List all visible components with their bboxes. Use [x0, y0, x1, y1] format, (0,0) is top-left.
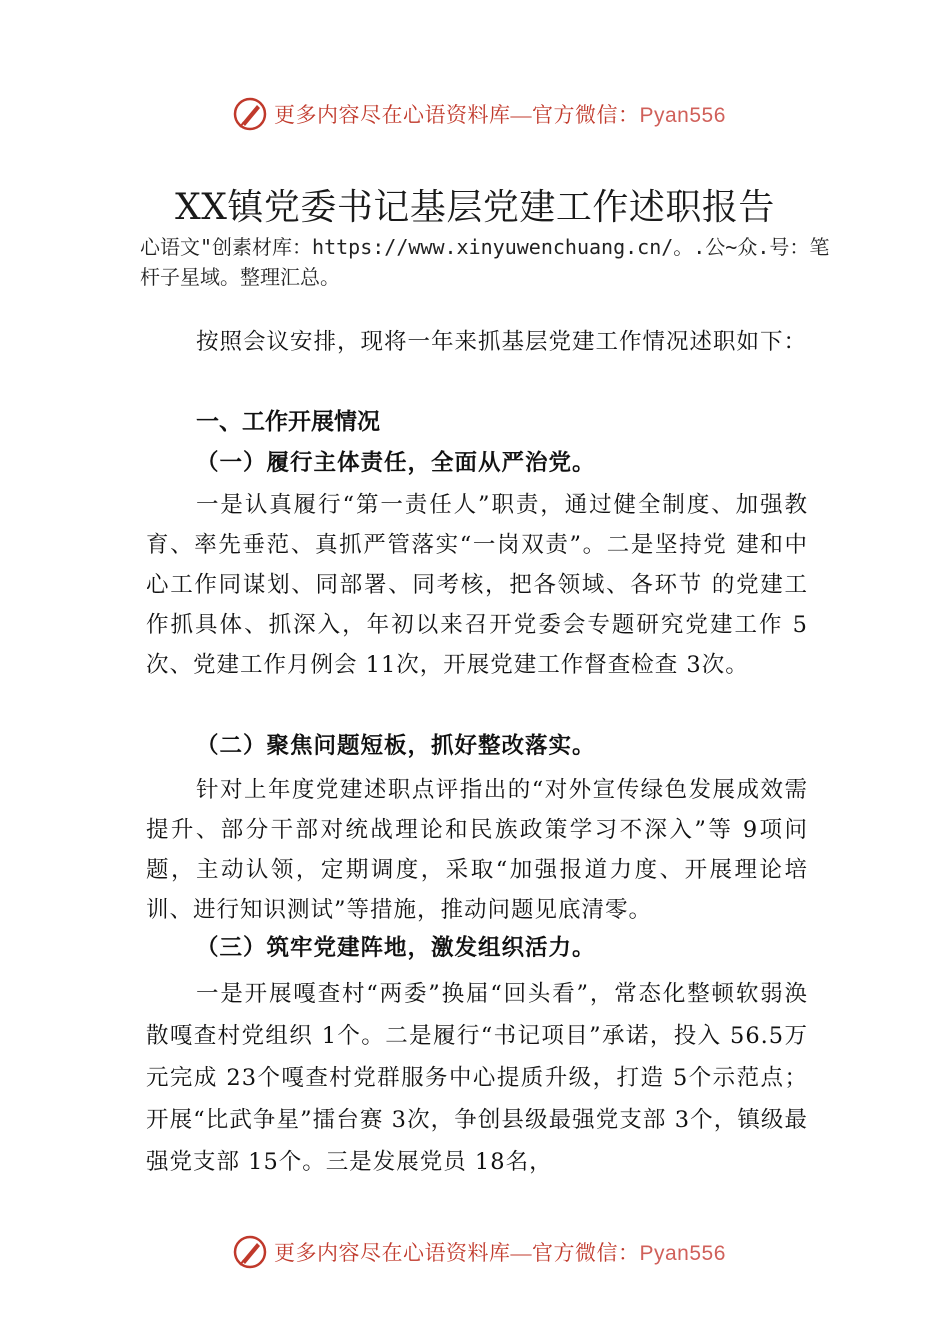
intro-paragraph: 按照会议安排，现将一年来抓基层党建工作情况述职如下： — [196, 329, 808, 355]
watermark-slogan: 更多内容尽在心语资料库 — [274, 103, 511, 127]
watermark-footer — [0, 1232, 950, 1272]
quill-pen-logo-icon — [232, 1234, 268, 1270]
watermark-label: 官方微信： — [532, 103, 640, 127]
watermark-wechat-id: Pyan556 — [639, 104, 726, 127]
watermark-slogan: 更多内容尽在心语资料库 — [274, 1241, 511, 1265]
source-note: 心语文"创素材库：https://www.xinyuwenchuang.cn/。.公~众.号：笔杆子星域。整理汇总。 — [140, 235, 830, 289]
document-title: XX镇党委书记基层党建工作述职报告 — [175, 187, 775, 228]
subsection-heading-1: （一）履行主体责任，全面从严治党。 — [196, 450, 596, 476]
watermark-separator: — — [510, 1241, 532, 1265]
subsection-body-1: 一是认真履行“第一责任人”职责，通过健全制度、加强教育、率先垂范、真抓严管落实“一岗双责”。二是坚持党 建和中心工作同谋划、同部署、同考核，把各领域、各环节 的党建工作抓具体、抓深入，年初以来召开党委会专题研究党建工作 5次、党建工作月例会 11次，开展党建工作督查检查 3次。 — [146, 492, 808, 678]
watermark-separator: — — [510, 103, 532, 127]
watermark-wechat-id: Pyan556 — [639, 1242, 726, 1265]
section-heading: 一、工作开展情况 — [196, 409, 380, 435]
subsection-body-3: 一是开展嘎查村“两委”换届“回头看”，常态化整顿软弱涣散嘎查村党组织 1个。二是履行“书记项目”承诺，投入 56.5万元完成 23个嘎查村党群服务中心提质升级，打造 5个示范点；开展“比武争星”擂台赛 3次，争创县级最强党支部 3个，镇级最强党支部 15个。三是发展党员 18名， — [146, 981, 808, 1175]
watermark-header — [0, 94, 950, 134]
watermark-text — [274, 102, 726, 129]
subsection-body-2: 针对上年度党建述职点评指出的“对外宣传绿色发展成效需提升、部分干部对统战理论和民族政策学习不深入”等 9项问题，主动认领，定期调度，采取“加强报道力度、开展理论培训、进行知识测试”等措施，推动问题见底清零。 — [146, 777, 808, 923]
watermark-text — [274, 1240, 726, 1267]
quill-pen-logo-icon — [232, 96, 268, 132]
subsection-heading-2: （二）聚焦问题短板，抓好整改落实。 — [196, 733, 596, 759]
watermark-label: 官方微信： — [532, 1241, 640, 1265]
subsection-heading-3: （三）筑牢党建阵地，激发组织活力。 — [196, 935, 596, 961]
